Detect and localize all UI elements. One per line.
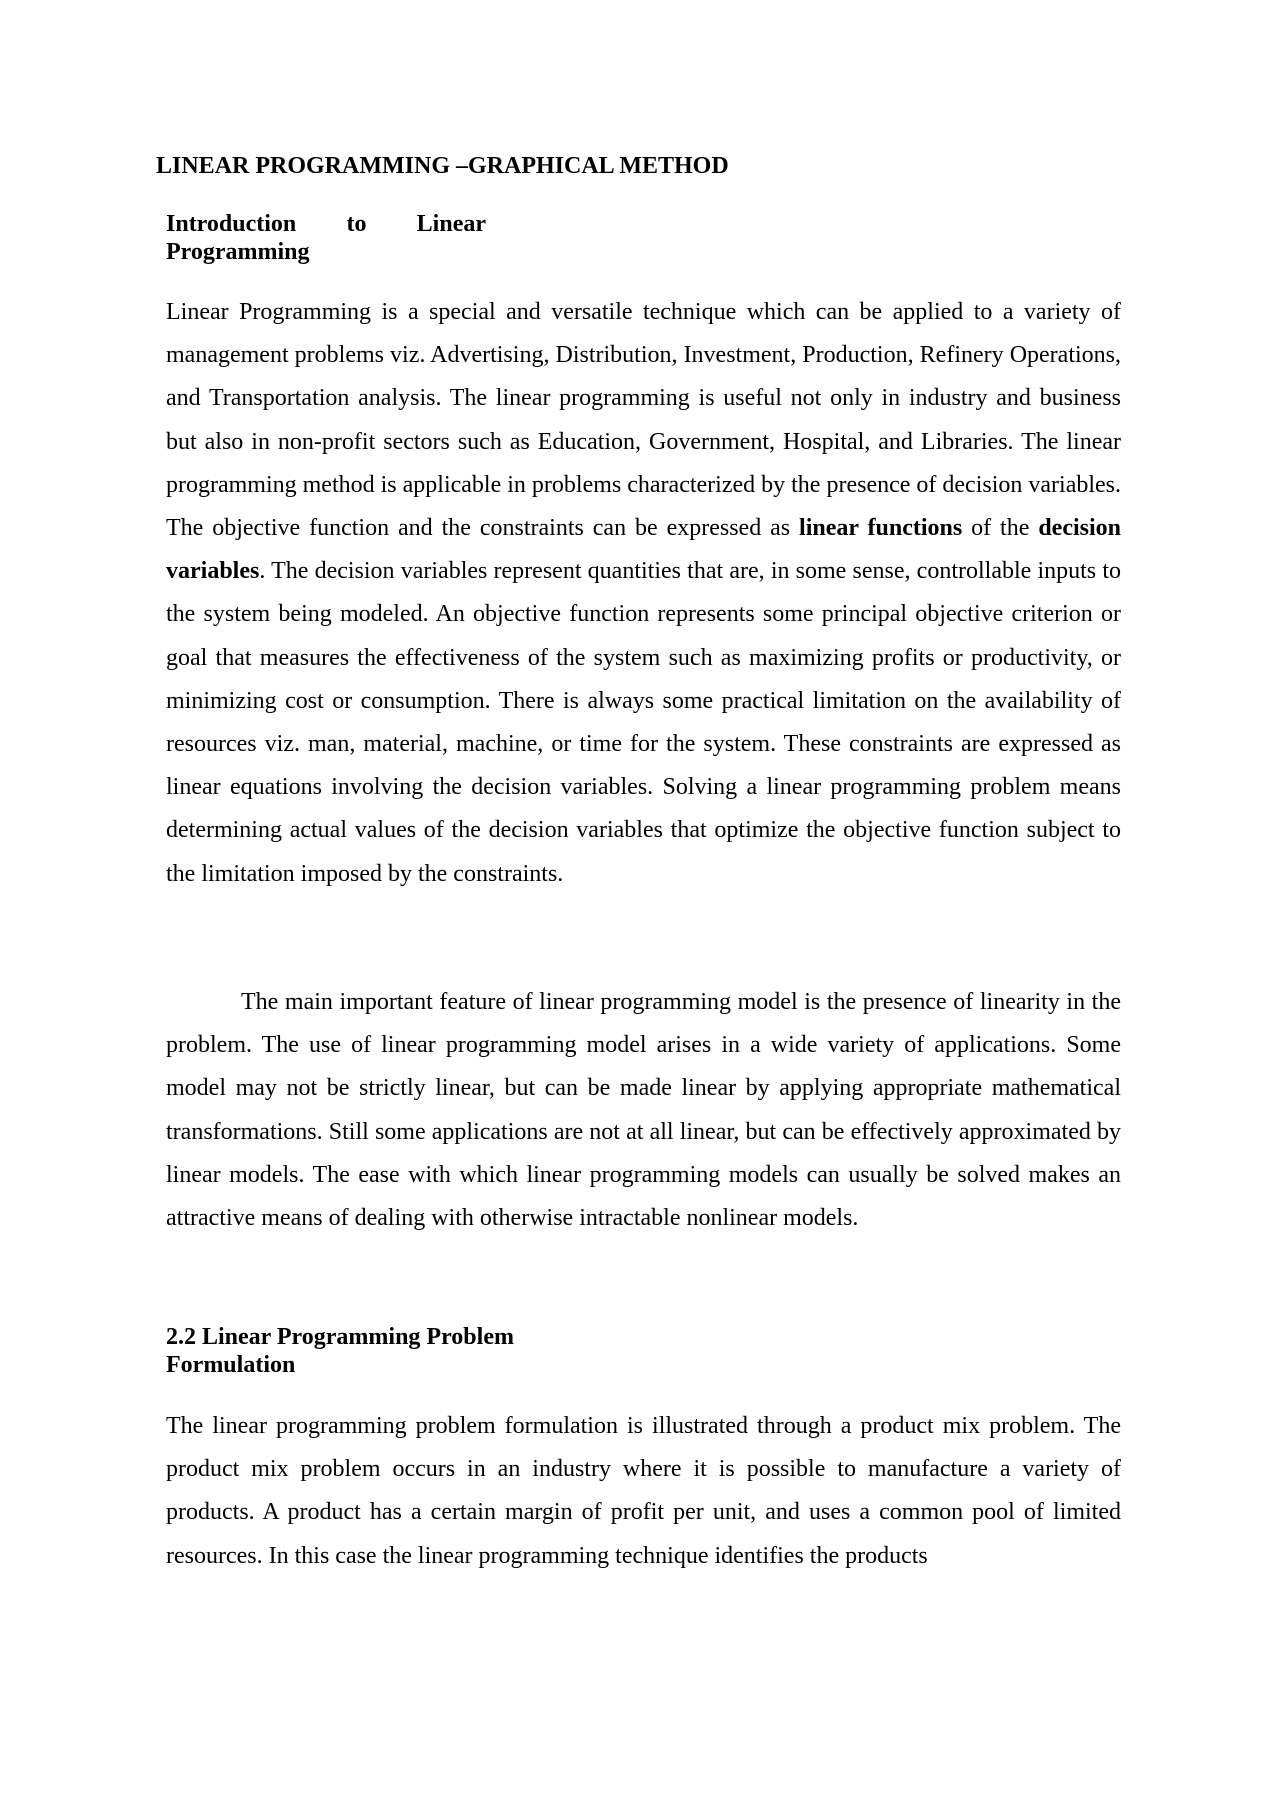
section-heading-line-2: Programming (166, 239, 310, 265)
section-heading-formulation (166, 1323, 566, 1379)
formulation-paragraph-1: The linear programming problem formulation is illustrated through a product mix problem. The product mix problem occurs in an industry where it is possible to manufacture a variety of products. A product has a certain margin of profit per unit, and uses a common pool of limited resources. In this case the linear programming technique identifies the products (166, 1413, 1121, 1569)
heading-word-introduction: Introduction (166, 211, 297, 237)
intro-paragraph-1-part-2: of the (962, 515, 1039, 542)
bold-term-decision-variables: decision variables (166, 515, 1121, 585)
bold-term-linear-functions: linear functions (799, 515, 963, 542)
heading-word-to: to (346, 211, 367, 237)
formulation-heading-line-1: 2.2 Linear Programming Problem (166, 1324, 514, 1350)
section-heading-line-1 (166, 210, 486, 238)
intro-paragraph-2: The main important feature of linear programming model is the presence of linearity in the problem. The use of linear programming model arises in a wide variety of applications. Some model may not be strictly linear, but can be made linear by applying appropriate mathematical transformations. Still some applications are not at all linear, but can be effectively approximated by linear models. The ease with which linear programming models can usually be solved makes an attractive means of dealing with otherwise intractable nonlinear models. (166, 989, 1121, 1232)
formulation-heading-line-2: Formulation (166, 1352, 296, 1378)
intro-paragraph-1-part-1: Linear Programming is a special and versatile technique which can be applied to a variety of management problems viz. Advertising, Distribution, Investment, Production, Refinery Operations, and Transportation analysis. The linear programming is useful not only in industry and business but also in non-profit sectors such as Education, Government, Hospital, and Libraries. The linear programming method is applicable in problems characterized by the presence of decision variables. The objective function and the constraints can be expressed as (166, 299, 1121, 542)
heading-word-linear: Linear (416, 211, 486, 237)
section-heading-introduction (166, 210, 486, 266)
intro-paragraph-1 (166, 291, 1121, 896)
intro-paragraph-1-part-3: . The decision variables represent quantities that are, in some sense, controllable inputs to the system being modeled. An objective function represents some principal objective criterion or goal that measures the effectiveness of the system such as maximizing profits or productivity, or minimizing cost or consumption. There is always some practical limitation on the availability of resources viz. man, material, machine, or time for the system. These constraints are expressed as linear equations involving the decision variables. Solving a linear programming problem means determining actual values of the decision variables that optimize the objective function subject to the limitation imposed by the constraints. (166, 558, 1121, 887)
document-title: LINEAR PROGRAMMING –GRAPHICAL METHOD (156, 153, 729, 179)
